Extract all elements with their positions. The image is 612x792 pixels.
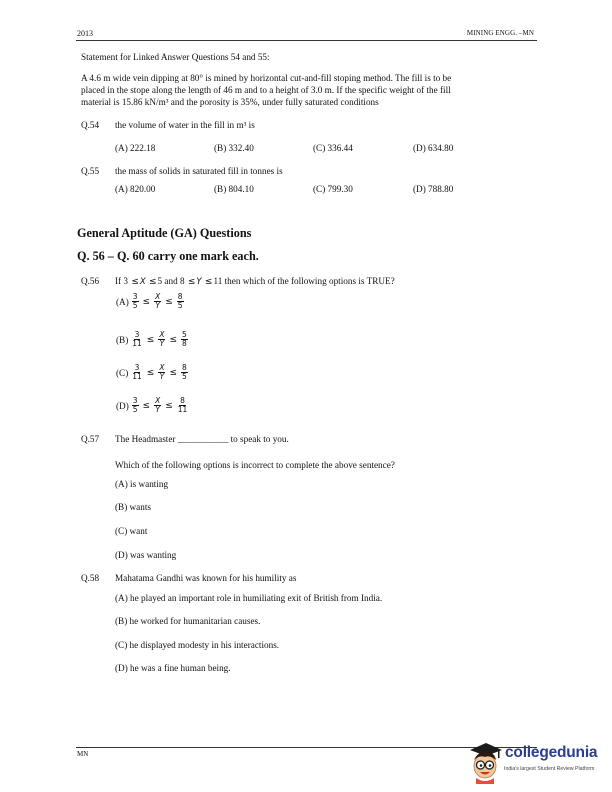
q54-option-c[interactable]: (C) 336.44 <box>313 143 353 153</box>
q55-option-d[interactable]: (D) 788.80 <box>413 184 454 194</box>
leq-symbol: ≤ <box>142 400 151 411</box>
q57-stem <box>115 434 289 444</box>
section-title: General Aptitude (GA) Questions <box>77 226 252 240</box>
q57-option-d[interactable]: (D) was wanting <box>115 550 177 560</box>
q54-option-b[interactable]: (B) 332.40 <box>214 143 254 153</box>
q56-option-d-label: (D) <box>116 400 129 411</box>
q58-option-a[interactable]: (A) he played an important role in humiliating exit of British from India. <box>115 593 383 603</box>
q56-option-b[interactable] <box>116 331 189 348</box>
leq-symbol: ≤ <box>131 277 139 287</box>
q54-option-a[interactable]: (A) 222.18 <box>115 143 156 153</box>
q56-stem <box>115 276 395 287</box>
collegedunia-logo <box>462 738 612 792</box>
header-paper-code: MINING ENGG. –MN <box>466 29 534 37</box>
leq-symbol: ≤ <box>187 277 196 287</box>
q57-stem-b: to speak to you. <box>230 434 289 444</box>
q55-option-b[interactable]: (B) 804.10 <box>214 184 254 194</box>
linked-para-line-3: material is 15.86 kN/m³ and the porosity is 35%, under fully saturated conditions <box>81 97 379 107</box>
logo-brand: collegedunia <box>505 744 598 761</box>
q58-number: Q.58 <box>81 573 100 583</box>
q54-stem: the volume of water in the fill in m³ is <box>115 120 255 130</box>
linked-statement-title: Statement for Linked Answer Questions 54 and 55: <box>81 52 270 62</box>
q56-option-d[interactable] <box>116 397 189 414</box>
fraction: $\frac{X}{Y}$ <box>159 330 165 348</box>
q56-option-c[interactable] <box>116 364 189 381</box>
leq-symbol: ≤ <box>146 367 155 378</box>
fraction: $\frac{3}{11}$ <box>132 363 142 381</box>
q57-blank: ___________ <box>177 434 229 444</box>
leq-symbol: ≤ <box>148 277 157 287</box>
q57-stem-a: The Headmaster <box>115 434 176 444</box>
leq-symbol: ≤ <box>142 296 151 307</box>
section-marks: Q. 56 – Q. 60 carry one mark each. <box>77 249 259 263</box>
fraction: $\frac{3}{11}$ <box>132 330 142 348</box>
q55-number: Q.55 <box>81 166 100 176</box>
linked-para-line-1: A 4.6 m wide vein dipping at 80° is mined by horizontal cut-and-fill stoping method. The fill is to be <box>81 73 452 83</box>
fraction: $\frac{X}{Y}$ <box>155 396 161 414</box>
q57-number: Q.57 <box>81 434 100 444</box>
q56-option-a[interactable] <box>116 293 185 310</box>
header-rule <box>76 40 537 41</box>
q54-number: Q.54 <box>81 120 100 130</box>
q55-option-a[interactable]: (A) 820.00 <box>115 184 156 194</box>
fraction: $\frac{3}{5}$ <box>132 396 138 414</box>
q57-prompt: Which of the following options is incorrect to complete the above sentence? <box>115 460 395 470</box>
q55-option-c[interactable]: (C) 799.30 <box>313 184 353 194</box>
fraction: $\frac{8}{11}$ <box>177 396 188 414</box>
leq-symbol: ≤ <box>204 277 213 287</box>
q56-option-b-label: (B) <box>116 334 129 345</box>
leq-symbol: ≤ <box>146 334 155 345</box>
q56-option-a-label: (A) <box>116 296 129 307</box>
q57-option-a[interactable]: (A) is wanting <box>115 479 169 489</box>
fraction: $\frac{8}{5}$ <box>177 292 183 310</box>
leq-symbol: ≤ <box>169 367 178 378</box>
fraction: $\frac{X}{Y}$ <box>159 363 165 381</box>
q57-option-b[interactable]: (B) wants <box>115 502 151 512</box>
q58-option-b[interactable]: (B) he worked for humanitarian causes. <box>115 616 261 626</box>
fraction: $\frac{3}{5}$ <box>132 292 138 310</box>
q56-option-c-label: (C) <box>116 367 129 378</box>
q56-stem-prefix: If 3 <box>115 276 129 286</box>
q58-option-c[interactable]: (C) he displayed modesty in his interactions. <box>115 640 280 650</box>
fraction: $\frac{8}{5}$ <box>182 363 187 381</box>
linked-para-line-2: placed in the stope along the length of 46 m and to a height of 3.0 m. If the specific weight of the fill <box>81 85 451 95</box>
mascot-icon <box>464 740 506 784</box>
q58-option-d[interactable]: (D) he was a fine human being. <box>115 663 231 673</box>
header-year: 2013 <box>77 29 93 38</box>
q55-stem: the mass of solids in saturated fill in tonnes is <box>115 166 283 176</box>
q56-stem-suffix: 11 then which of the following options is TRUE? <box>213 276 395 286</box>
q58-stem: Mahatama Gandhi was known for his humility as <box>115 573 297 583</box>
q56-stem-x: X <box>139 277 146 287</box>
logo-tagline: India's largest Student Review Platform <box>504 766 595 772</box>
footer-code: MN <box>77 750 89 758</box>
leq-symbol: ≤ <box>165 400 173 411</box>
q56-number: Q.56 <box>81 276 100 286</box>
q56-stem-mid: 5 and 8 <box>157 276 185 286</box>
q54-option-d[interactable]: (D) 634.80 <box>413 143 454 153</box>
q57-option-c[interactable]: (C) want <box>115 526 148 536</box>
fraction: $\frac{X}{Y}$ <box>155 292 161 310</box>
leq-symbol: ≤ <box>165 296 173 307</box>
leq-symbol: ≤ <box>169 334 178 345</box>
q56-stem-y: Y <box>196 277 202 287</box>
fraction: $\frac{5}{8}$ <box>182 330 187 348</box>
